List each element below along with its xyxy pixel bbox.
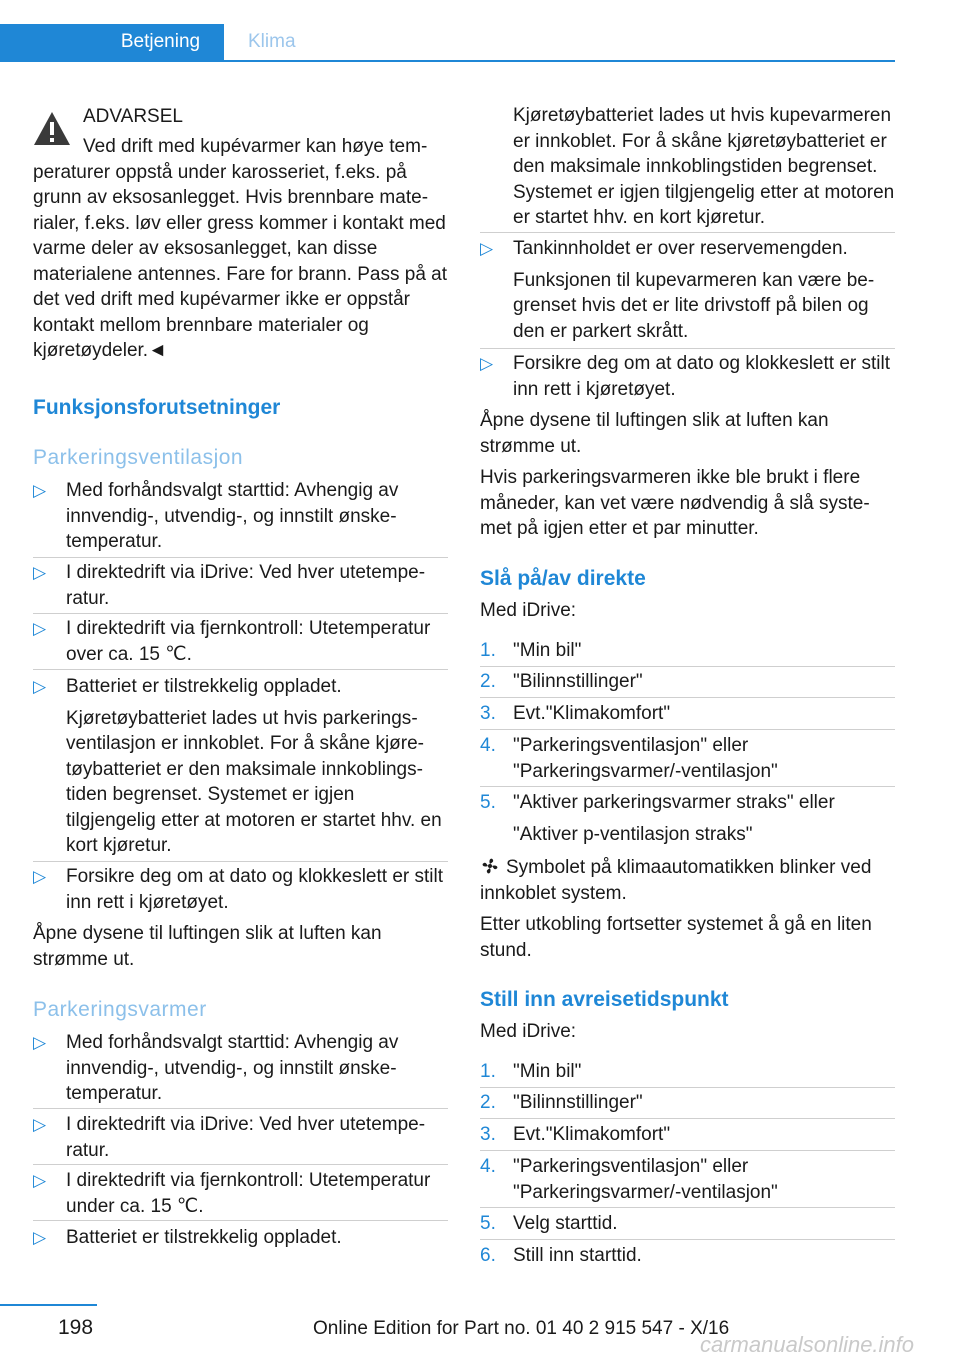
divider — [480, 1150, 895, 1151]
symbol-paragraph: Symbolet på klimaautomatikken blinker ved innkoblet system. — [480, 857, 872, 904]
paragraph: Åpne dysene til luftingen slik at luften kan strømme ut. — [480, 410, 829, 457]
divider — [33, 557, 448, 558]
divider — [33, 613, 448, 614]
divider — [480, 348, 895, 349]
divider — [480, 1239, 895, 1240]
section-title-direct: Slå på/av direkte — [480, 567, 646, 590]
triangle-right-icon: ▷ — [33, 1171, 47, 1190]
subsection-title-ventilation: Parkeringsventilasjon — [33, 446, 244, 469]
triangle-right-icon: ▷ — [480, 239, 494, 258]
page-number: 198 — [58, 1316, 94, 1339]
paragraph: Hvis parkeringsvarmeren ikke ble brukt i flere måneder, kan vet være nødvendig å slå systemet på igjen etter et par minutter. — [480, 467, 870, 539]
fan-icon — [480, 856, 500, 876]
divider — [33, 1220, 448, 1221]
triangle-right-icon: ▷ — [33, 677, 47, 696]
divider — [33, 1164, 448, 1165]
header-tab-next: Klima — [248, 31, 296, 52]
paragraph: Med iDrive: — [480, 600, 577, 621]
section-title-departure: Still inn avreisetidspunkt — [480, 988, 729, 1011]
edition-text: Online Edition for Part no. 01 40 2 915 547 - X/16 — [313, 1318, 730, 1339]
divider — [480, 1087, 895, 1088]
footer-rule — [0, 1304, 97, 1306]
paragraph: Med iDrive: — [480, 1021, 577, 1042]
triangle-right-icon: ▷ — [33, 867, 47, 886]
watermark: carmanualsonline.info — [700, 1332, 915, 1357]
divider — [480, 232, 895, 233]
warning-title: ADVARSEL — [83, 106, 183, 127]
divider — [33, 1108, 448, 1109]
divider — [480, 729, 895, 730]
page-header — [0, 24, 895, 62]
triangle-right-icon: ▷ — [33, 1228, 47, 1247]
triangle-right-icon: ▷ — [480, 354, 494, 373]
divider — [480, 786, 895, 787]
continued-text: Kjøretøybatteriet lades ut hvis kupevarmeren er innkoblet. For å skåne kjøretøybatteriet er den maksimale innkoblingstiden begrenset. Systemet er igjen tilgjengelig etter at motoren er startet hhv. en kort kjøretur. — [513, 105, 895, 228]
subsection-title-heater: Parkeringsvarmer — [33, 998, 207, 1021]
warning-body: Ved drift med kupévarmer kan høye temperaturer oppstå under karosseriet, f.eks. på grunn av eksosanlegget. Hvis brennbare materialer, f.eks. løv eller gress kommer i kontakt med varme deler av eksosanlegget, kan disse materialene antennes. Fare for brann. Pass på at det ved drift med kupévarmer ikke er oppstår kontakt mellom brennbare materialer og kjøretøydeler.◄ — [33, 136, 448, 361]
triangle-right-icon: ▷ — [33, 1115, 47, 1134]
section-title: Funksjonsforutsetninger — [33, 396, 281, 419]
triangle-right-icon: ▷ — [33, 481, 47, 500]
header-tab-active: Betjening — [120, 31, 201, 52]
triangle-right-icon: ▷ — [33, 619, 47, 638]
triangle-right-icon: ▷ — [33, 563, 47, 582]
divider — [33, 861, 448, 862]
divider — [480, 1118, 895, 1119]
divider — [480, 697, 895, 698]
divider — [480, 666, 895, 667]
triangle-right-icon: ▷ — [33, 1033, 47, 1052]
divider — [480, 1207, 895, 1208]
paragraph: Åpne dysene til luftingen slik at luften kan strømme ut. — [33, 923, 382, 970]
paragraph: Etter utkobling fortsetter systemet å gå en liten stund. — [480, 914, 872, 961]
divider — [33, 669, 448, 670]
